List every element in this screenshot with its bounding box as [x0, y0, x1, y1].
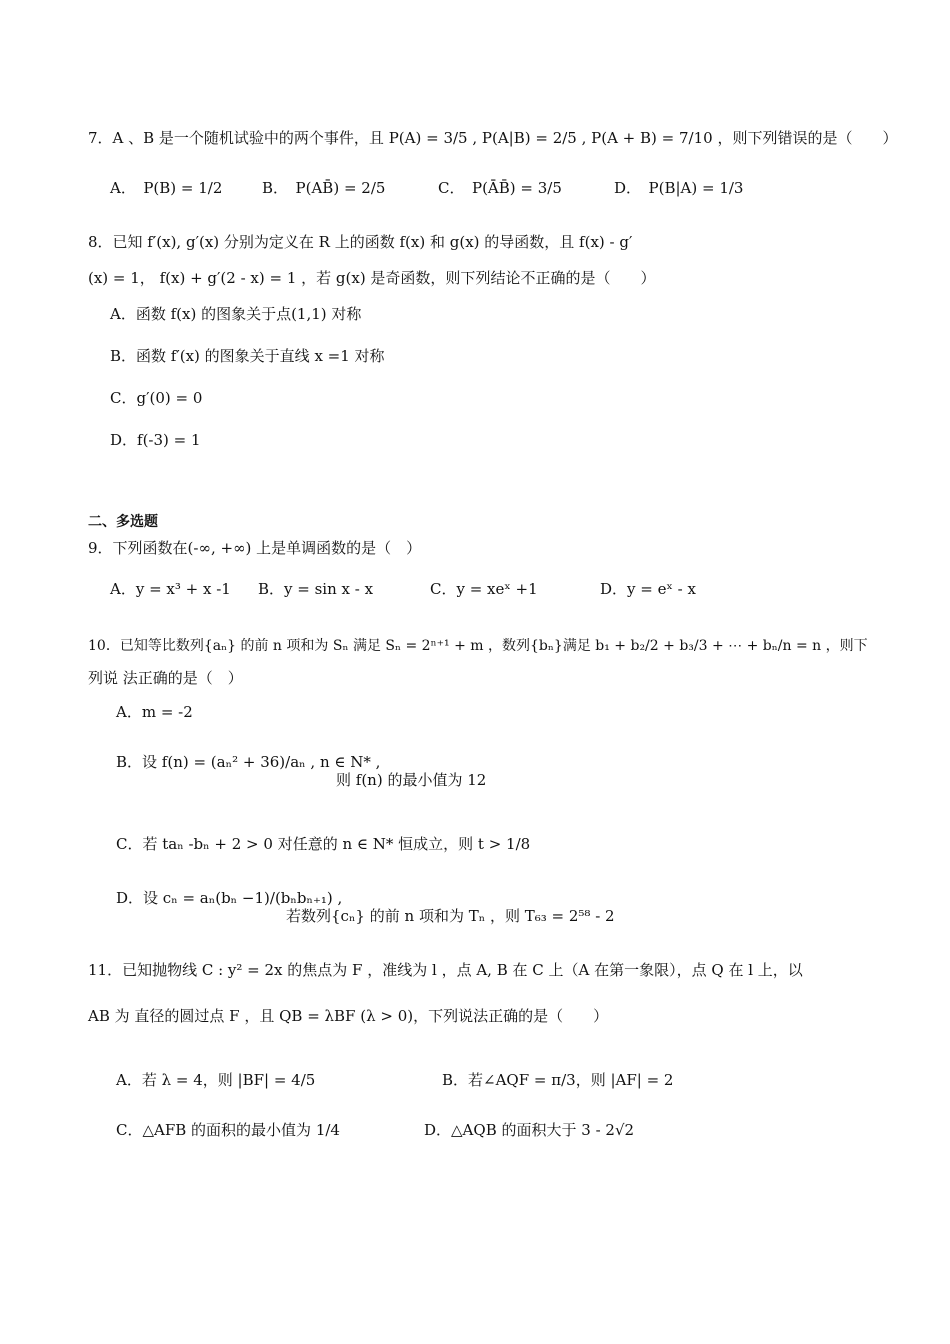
question-10-option-b-formula: B．设 f(n) = (aₙ² + 36)/aₙ , n ∈ N* ,	[116, 753, 381, 771]
question-7-option-b: B． P(AB̄) = 2/5	[262, 179, 386, 197]
question-7-option-d: D． P(B|A) = 1/3	[614, 179, 744, 197]
question-8-stem-line2: (x) = 1， f(x) + g′(2 - x) = 1 ，若 g(x) 是奇函数，则下列结论不正确的是（ ）	[88, 269, 656, 287]
question-8-option-a: A．函数 f(x) 的图象关于点(1,1) 对称	[110, 305, 362, 323]
question-9-option-b: B．y = sin x - x	[258, 580, 374, 598]
question-9-option-c: C．y = xeˣ +1	[430, 580, 538, 598]
question-8-stem-line1: 8．已知 f′(x), g′(x) 分别为定义在 R 上的函数 f(x) 和 g(x) 的导函数，且 f(x) - g′	[88, 233, 633, 251]
question-10-stem-line2: 列说 法正确的是（ ）	[88, 669, 243, 687]
question-10-option-c: C．若 taₙ -bₙ + 2 > 0 对任意的 n ∈ N* 恒成立，则 t > 1/8	[116, 835, 531, 853]
question-11-option-a: A．若 λ = 4，则 |BF| = 4/5	[116, 1071, 316, 1089]
question-8-option-c: C．g′(0) = 0	[110, 389, 203, 407]
question-11-stem-line1: 11．已知抛物线 C : y² = 2x 的焦点为 F ，准线为 l ，点 A, B 在 C 上（A 在第一象限），点 Q 在 l 上，以	[88, 961, 803, 979]
question-7-stem: 7．A 、B 是一个随机试验中的两个事件，且 P(A) = 3/5 , P(A|B) = 2/5 , P(A + B) = 7/10 ，则下列错误的是（ ）	[88, 129, 898, 147]
question-7-option-a: A． P(B) = 1/2	[110, 179, 223, 197]
question-11-option-d: D．△AQB 的面积大于 3 - 2√2	[424, 1121, 635, 1139]
question-8-option-d: D．f(-3) = 1	[110, 431, 201, 449]
question-11-stem-line2: AB 为 直径的圆过点 F ，且 QB = λBF (λ > 0)，下列说法正确的是（ ）	[88, 1007, 609, 1025]
section-title-multiple-choice: 二、多选题	[88, 514, 158, 530]
question-10-option-b-conclusion: 则 f(n) 的最小值为 12	[336, 771, 487, 789]
question-10-option-d-formula: D．设 cₙ = aₙ(bₙ −1)/(bₙbₙ₊₁) ,	[116, 889, 343, 907]
question-10-option-a: A．m = -2	[116, 703, 193, 721]
question-10-stem-line1: 10．已知等比数列{aₙ} 的前 n 项和为 Sₙ 满足 Sₙ = 2ⁿ⁺¹ + m ，数列{bₙ}满足 b₁ + b₂/2 + b₃/3 + ⋯ + bₙ/n = n ，则下	[88, 638, 868, 654]
question-9-option-d: D．y = eˣ - x	[600, 580, 696, 598]
question-10-option-d-conclusion: 若数列{cₙ} 的前 n 项和为 Tₙ ，则 T₆₃ = 2⁵⁸ - 2	[286, 907, 615, 925]
question-8-option-b: B．函数 f′(x) 的图象关于直线 x =1 对称	[110, 347, 385, 365]
question-11-option-c: C．△AFB 的面积的最小值为 1/4	[116, 1121, 340, 1139]
question-9-stem: 9．下列函数在(-∞, +∞) 上是单调函数的是（ ）	[88, 539, 422, 557]
question-11-option-b: B．若∠AQF = π/3，则 |AF| = 2	[442, 1071, 674, 1089]
question-9-option-a: A．y = x³ + x -1	[110, 580, 231, 598]
question-7-option-c: C． P(ĀB̄) = 3/5	[438, 179, 562, 197]
